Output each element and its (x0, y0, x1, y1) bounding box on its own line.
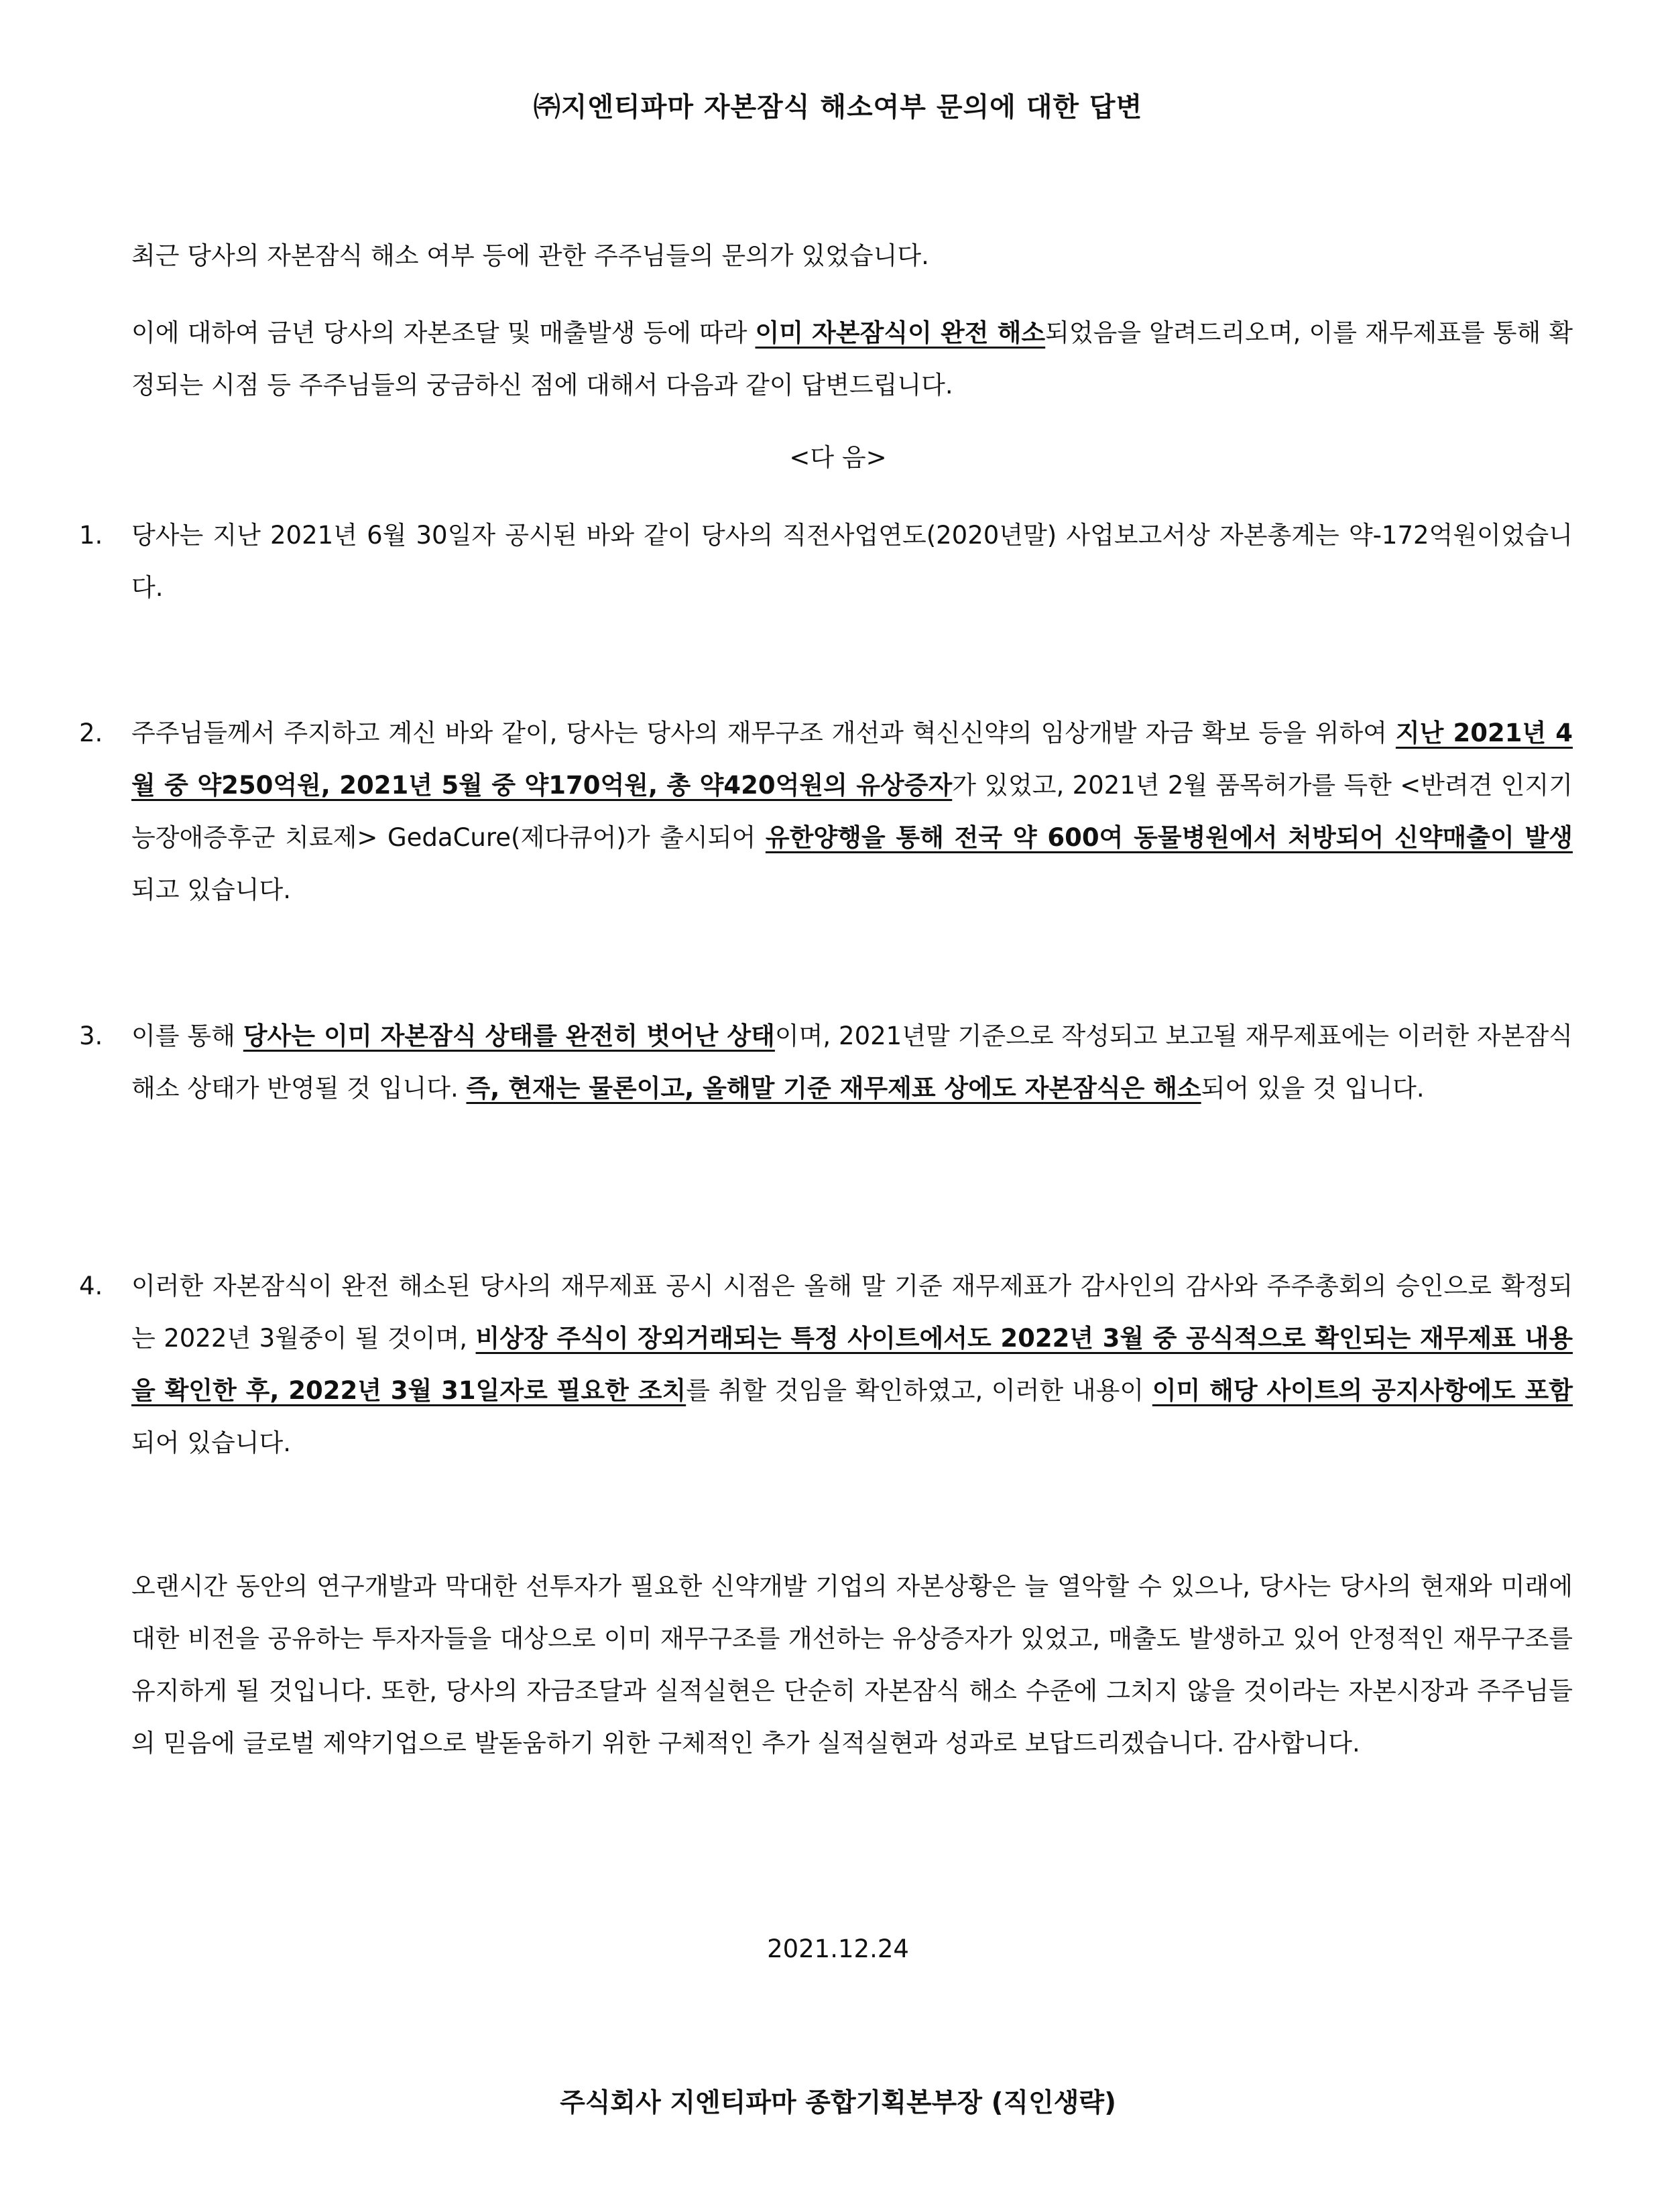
intro-text: 이에 대하여 금년 당사의 자본조달 및 매출발생 등에 따라 (131, 318, 756, 347)
item-text-part: 이를 통해 (131, 1022, 243, 1050)
item-text-part: 되어 있습니다. (131, 1428, 291, 1457)
document-date: 2021.12.24 (767, 1934, 909, 1963)
item-number: 3. (79, 1022, 103, 1050)
intro-paragraph-1: 최근 당사의 자본잠식 해소 여부 등에 관한 주주님들의 문의가 있었습니다. (131, 241, 929, 270)
item-emphasis: 유한양행을 통해 전국 약 600여 동물병원에서 처방되어 신약매출이 발생 (765, 823, 1573, 852)
item-text: 당사는 지난 2021년 6월 30일자 공시된 바와 같이 당사의 직전사업연도(2020년말) 사업보고서상 자본총계는 약-172억원이었습니다. (131, 521, 1573, 602)
item-emphasis: 당사는 이미 자본잠식 상태를 완전히 벗어난 상태 (243, 1022, 775, 1050)
item-text (131, 1260, 1573, 1469)
intro-emphasis: 이미 자본잠식이 완전 해소 (755, 318, 1046, 347)
item-text-part: 되어 있을 것 입니다. (1201, 1074, 1425, 1103)
document-title: ㈜지엔티파마 자본잠식 해소여부 문의에 대한 답변 (533, 92, 1143, 123)
item-text-part: 이며, 2021년말 기준으로 작성되고 보고될 재무제표에는 이러한 자본잠식 해소 상태가 반영될 것 입니다. (131, 1022, 1573, 1103)
section-heading: <다 음> (789, 443, 887, 472)
item-text-part: 되고 있습니다. (131, 875, 291, 904)
item-emphasis: 이미 해당 사이트의 공지사항에도 포함 (1152, 1376, 1573, 1405)
intro-paragraph-2 (131, 307, 1573, 412)
item-number: 1. (79, 521, 103, 550)
item-text (131, 1010, 1573, 1115)
item-number: 2. (79, 719, 103, 747)
signature-line: 주식회사 지엔티파마 종합기획본부장 (직인생략) (560, 2088, 1116, 2118)
closing-paragraph: 오랜시간 동안의 연구개발과 막대한 선투자가 필요한 신약개발 기업의 자본상황은 늘 열악할 수 있으나, 당사는 당사의 현재와 미래에 대한 비전을 공유하는 투자자들을 대상으로 이미 재무구조를 개선하는 유상증자가 있었고, 매출도 발생하고 있어 안정적인 재무구조를 유지하게 될 것입니다. 또한, 당사의 자금조달과 실적실현은 단순히 자본잠식 해소 수준에 그치지 않을 것이라는 자본시장과 주주님들의 믿음에 글로벌 제약기업으로 발돋움하기 위한 구체적인 추가 실적실현과 성과로 보답드리겠습니다. 감사합니다. (131, 1572, 1573, 1758)
item-emphasis: 지난 2021년 4월 중 약250억원, 2021년 5월 중 약170억원, 총 약420억원의 유상증자 (131, 719, 1573, 800)
item-text (131, 707, 1573, 916)
item-number: 4. (79, 1272, 103, 1300)
item-emphasis: 비상장 주식이 장외거래되는 특정 사이트에서도 2022년 3월 중 공식적으로 확인되는 재무제표 내용을 확인한 후, 2022년 3월 31일자로 필요한 조치 (131, 1324, 1573, 1405)
item-text-part: 이러한 자본잠식이 완전 해소된 당사의 재무제표 공시 시점은 올해 말 기준 재무제표가 감사인의 감사와 주주총회의 승인으로 확정되는 2022년 3월중이 될 것이며, (131, 1272, 1573, 1353)
item-text-part: 주주님들께서 주지하고 계신 바와 같이, 당사는 당사의 재무구조 개선과 혁신신약의 임상개발 자금 확보 등을 위하여 (131, 719, 1396, 747)
item-text-part: 를 취할 것임을 확인하였고, 이러한 내용이 (686, 1376, 1152, 1405)
item-emphasis: 즉, 현재는 물론이고, 올해말 기준 재무제표 상에도 자본잠식은 해소 (466, 1074, 1201, 1103)
intro-text-tail: 되었음을 알려드리오며, 이를 재무제표를 통해 확정되는 시점 등 주주님들의 궁금하신 점에 대해서 다음과 같이 답변드립니다. (131, 318, 1573, 400)
item-text-part: 가 있었고, 2021년 2월 품목허가를 득한 <반려견 인지기능장애증후군 치료제> GedaCure(제다큐어)가 출시되어 (131, 771, 1573, 852)
